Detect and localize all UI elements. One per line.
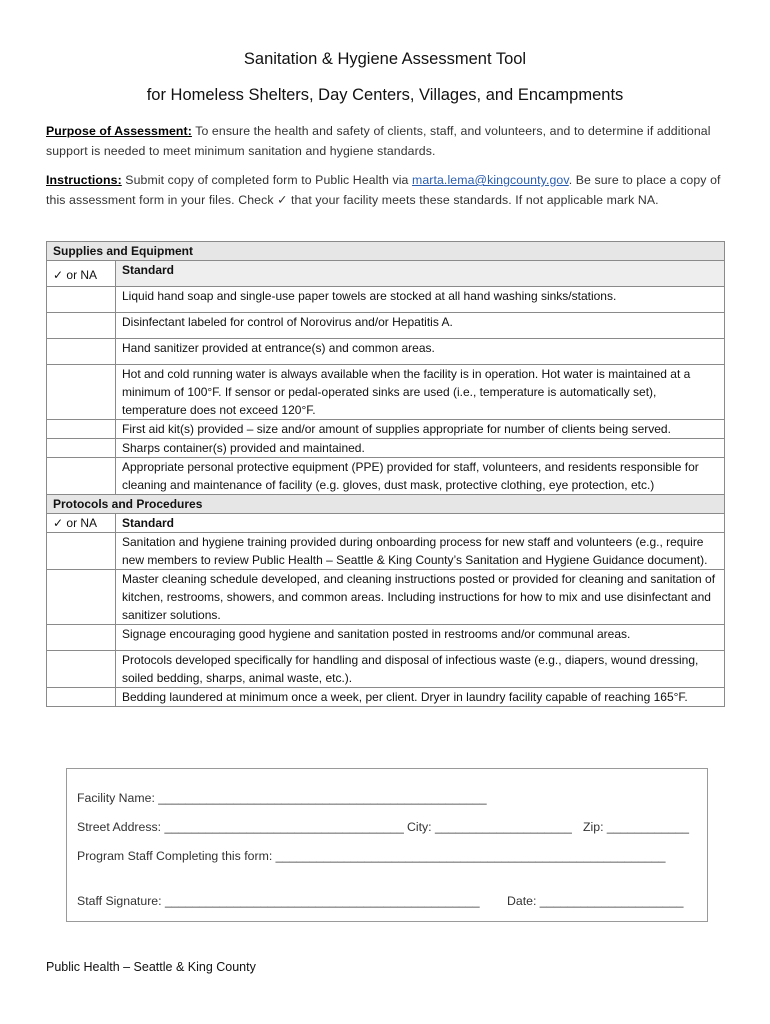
document-title: Sanitation & Hygiene Assessment Tool [243, 50, 527, 68]
checkbox-cell[interactable] [47, 570, 116, 625]
checkbox-cell[interactable] [47, 625, 116, 651]
checkbox-cell[interactable] [47, 339, 116, 365]
program-staff-field[interactable]: Program Staff Completing this form: _________________________________________________________ [77, 849, 666, 863]
supplies-section-title: Supplies and Equipment [47, 242, 725, 261]
protocols-check-header: ✓ or NA [47, 514, 116, 533]
table-row [47, 313, 725, 339]
city-field[interactable]: City: ____________________ [407, 820, 572, 834]
standard-text: Hand sanitizer provided at entrance(s) and common areas. [116, 339, 725, 365]
protocols-header-row [47, 514, 725, 533]
table-row [47, 439, 725, 458]
table-row [47, 688, 725, 707]
checkbox-cell[interactable] [47, 651, 116, 688]
purpose-paragraph [46, 121, 726, 161]
table-row [47, 287, 725, 313]
purpose-text: To ensure the health and safety of clients, staff, and volunteers, and to determine if additional support is needed to meet minimum sanitation and hygiene standards. [46, 124, 711, 158]
table-row [47, 365, 725, 420]
table-row [47, 570, 725, 625]
standard-text: Sharps container(s) provided and maintained. [116, 439, 725, 458]
standard-text: Bedding laundered at minimum once a week, per client. Dryer in laundry facility capable of reaching 165°F. [116, 688, 725, 707]
standards-table [46, 241, 725, 707]
standard-text: Liquid hand soap and single-use paper towels are stocked at all hand washing sinks/stations. [116, 287, 725, 313]
facility-name-field[interactable]: Facility Name: ________________________________________________ [77, 791, 487, 805]
standard-text: Sanitation and hygiene training provided during onboarding process for new staff and volunteers (e.g., require new members to review Public Health – Seattle & King County’s Sanitation and Hygiene Guidance document). [116, 533, 725, 570]
table-row [47, 458, 725, 495]
standard-text: First aid kit(s) provided – size and/or amount of supplies appropriate for number of clients being served. [116, 420, 725, 439]
standard-text: Master cleaning schedule developed, and cleaning instructions posted or provided for cleaning and sanitation of kitchen, restrooms, showers, and common areas. Including instructions for how to mix and use disinfectant and sanitizer solutions. [116, 570, 725, 625]
checkbox-cell[interactable] [47, 287, 116, 313]
protocols-section-title: Protocols and Procedures [47, 495, 725, 514]
document-subtitle: for Homeless Shelters, Day Centers, Villages, and Encampments [146, 86, 624, 104]
email-link[interactable]: marta.lema@kingcounty.gov [412, 173, 569, 187]
table-row [47, 651, 725, 688]
footer-text: Public Health – Seattle & King County [46, 960, 256, 974]
zip-field[interactable]: Zip: ____________ [583, 820, 689, 834]
facility-info-box [66, 768, 708, 922]
standard-text: Signage encouraging good hygiene and sanitation posted in restrooms and/or communal areas. [116, 625, 725, 651]
checkbox-cell[interactable] [47, 365, 116, 420]
instructions-label: Instructions: [46, 173, 122, 187]
street-address-field[interactable]: Street Address: ___________________________________ [77, 820, 404, 834]
table-row [47, 625, 725, 651]
supplies-section-row [47, 242, 725, 261]
purpose-label: Purpose of Assessment: [46, 124, 192, 138]
supplies-header-row [47, 261, 725, 287]
supplies-standard-header: Standard [116, 261, 725, 287]
standard-text: Protocols developed specifically for handling and disposal of infectious waste (e.g., diapers, wound dressing, soiled bedding, sharps, animal waste, etc.). [116, 651, 725, 688]
table-row [47, 533, 725, 570]
protocols-section-row [47, 495, 725, 514]
supplies-check-header: ✓ or NA [47, 261, 116, 287]
instructions-text-after: . Be sure to place a copy of this assessment form in your files. Check ✓ that your facility meets these standards. If not applicable mark NA. [46, 173, 721, 207]
checkbox-cell[interactable] [47, 439, 116, 458]
instructions-text-before: Submit copy of completed form to Public Health via [121, 173, 412, 187]
table-row [47, 339, 725, 365]
instructions-paragraph [46, 170, 726, 210]
table-row [47, 420, 725, 439]
checkbox-cell[interactable] [47, 420, 116, 439]
standard-text: Appropriate personal protective equipment (PPE) provided for staff, volunteers, and residents responsible for cleaning and maintenance of facility (e.g. gloves, dust mask, protective clothing, eye protection, etc.) [116, 458, 725, 495]
date-field[interactable]: Date: _____________________ [507, 894, 684, 908]
checkbox-cell[interactable] [47, 688, 116, 707]
staff-signature-field[interactable]: Staff Signature: ______________________________________________ [77, 894, 480, 908]
checkbox-cell[interactable] [47, 313, 116, 339]
protocols-standard-header: Standard [116, 514, 725, 533]
standard-text: Disinfectant labeled for control of Norovirus and/or Hepatitis A. [116, 313, 725, 339]
checkbox-cell[interactable] [47, 533, 116, 570]
checkbox-cell[interactable] [47, 458, 116, 495]
standard-text: Hot and cold running water is always available when the facility is in operation. Hot water is maintained at a minimum of 100°F. If sensor or pedal-operated sinks are used (i.e., temperature is automatically set), temperature does not exceed 120°F. [116, 365, 725, 420]
